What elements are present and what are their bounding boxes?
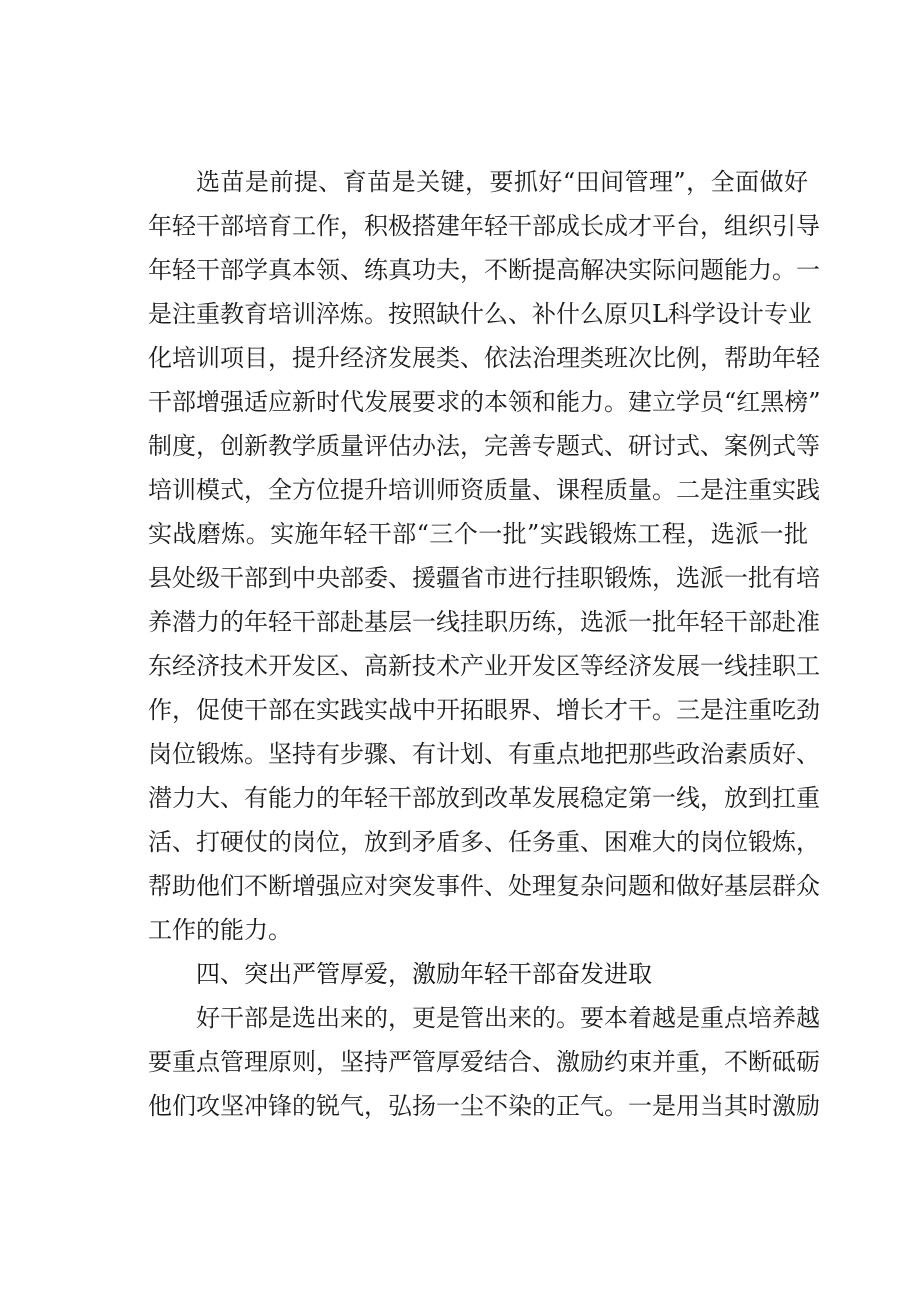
paragraph-line: 岗位锻炼。坚持有步骤、有计划、有重点地把那些政治素质好、 <box>148 740 820 768</box>
paragraph-line: 作，促使干部在实践实战中开拓眼界、增长才干。三是注重吃劲 <box>148 696 820 724</box>
section-heading: 四、突出严管厚爱，激励年轻干部奋发进取 <box>196 960 652 988</box>
paragraph-line: 他们攻坚冲锋的锐气，弘扬一尘不染的正气。一是用当其时激励 <box>148 1092 820 1120</box>
paragraph-line: 工作的能力。 <box>148 916 292 944</box>
paragraph-line: 养潜力的年轻干部赴基层一线挂职历练，选派一批年轻干部赴准 <box>148 608 820 636</box>
paragraph-line: 帮助他们不断增强应对突发事件、处理复杂问题和做好基层群众 <box>148 872 820 900</box>
paragraph-line: 活、打硬仗的岗位，放到矛盾多、任务重、困难大的岗位锻炼， <box>148 828 820 856</box>
paragraph-line: 潜力大、有能力的年轻干部放到改革发展稳定第一线，放到扛重 <box>148 784 820 812</box>
paragraph-line: 干部增强适应新时代发展要求的本领和能力。建立学员“红黑榜” <box>148 388 821 416</box>
paragraph-line: 好干部是选出来的，更是管出来的。要本着越是重点培养越 <box>196 1004 820 1032</box>
paragraph-line: 化培训项目，提升经济发展类、依法治理类班次比例，帮助年轻 <box>148 344 820 372</box>
paragraph-line: 东经济技术开发区、高新技术产业开发区等经济发展一线挂职工 <box>148 652 820 680</box>
paragraph-line: 县处级干部到中央部委、援疆省市进行挂职锻炼，选派一批有培 <box>148 564 820 592</box>
paragraph-line: 培训模式，全方位提升培训师资质量、课程质量。二是注重实践 <box>148 476 820 504</box>
paragraph-line: 年轻干部培育工作，积极搭建年轻干部成长成才平台，组织引导 <box>148 212 820 240</box>
paragraph-line: 要重点管理原则，坚持严管厚爱结合、激励约束并重，不断砥砺 <box>148 1048 820 1076</box>
paragraph-line: 是注重教育培训淬炼。按照缺什么、补什么原贝L科学设计专业 <box>148 300 812 328</box>
paragraph-line: 年轻干部学真本领、练真功夫，不断提高解决实际问题能力。一 <box>148 256 820 284</box>
paragraph-line: 选苗是前提、育苗是关键，要抓好“田间管理”，全面做好 <box>196 168 808 196</box>
paragraph-line: 制度，创新教学质量评估办法，完善专题式、研讨式、案例式等 <box>148 432 820 460</box>
paragraph-line: 实战磨炼。实施年轻干部“三个一批”实践锻炼工程，选派一批 <box>148 520 808 548</box>
